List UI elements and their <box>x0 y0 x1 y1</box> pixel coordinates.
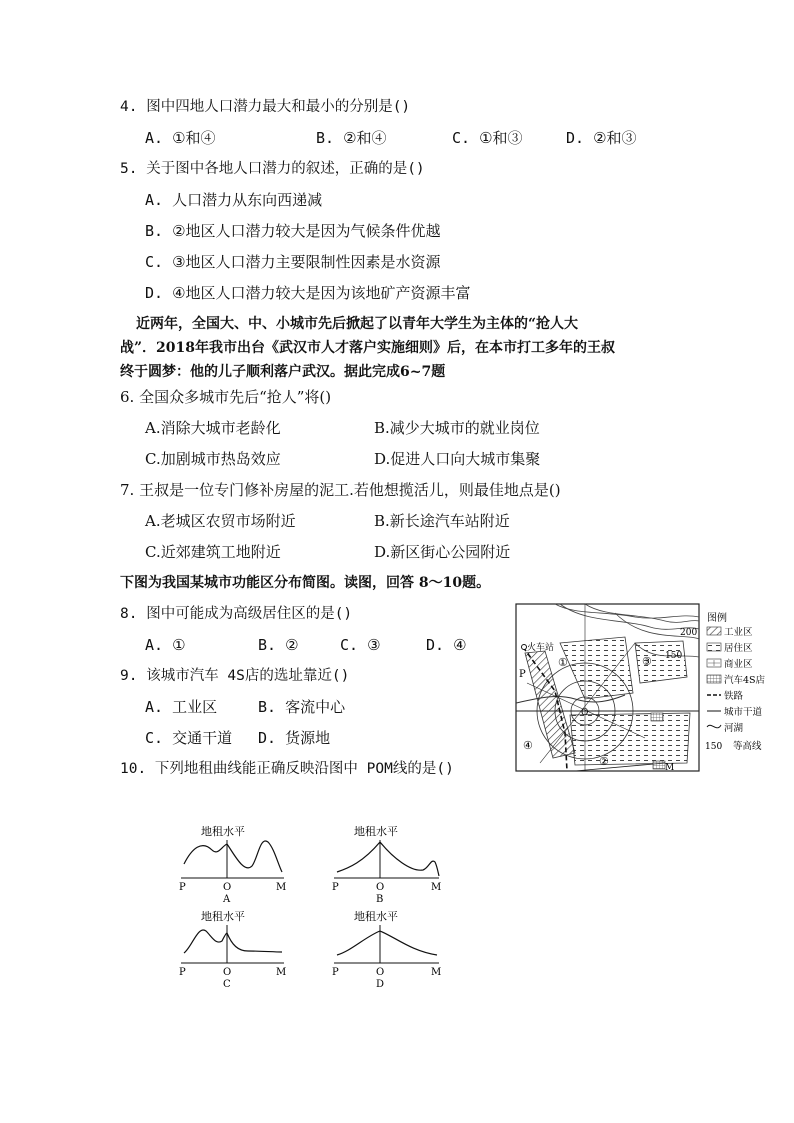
legend-residential: 居住区 <box>724 643 753 654</box>
q5-option-b: B. ②地区人口潜力较大是因为气候条件优越 <box>145 222 441 240</box>
intro-maps: 下图为我国某城市功能区分布简图。读图，回答 8～10题。 <box>120 575 491 591</box>
rent-chart-d-axis-o: O <box>376 967 385 978</box>
passage-line-3: 终于圆梦：他的儿子顺利落户武汉。据此完成6~7题 <box>120 364 446 380</box>
map-label-contour-200: 200 <box>680 628 698 638</box>
legend-contour: 等高线 <box>733 741 762 752</box>
map-label-m: M <box>665 763 675 773</box>
q9-option-c: C. 交通干道 <box>145 729 233 747</box>
legend-river-lake: 河湖 <box>724 723 744 734</box>
q10-stem: 10. 下列地租曲线能正确反映沿图中 POM线的是() <box>120 761 454 777</box>
rent-chart-b <box>331 822 443 904</box>
q6-stem: 6. 全国众多城市先后“抢人”将() <box>120 388 332 406</box>
rent-chart-a-axis-m: M <box>276 882 287 893</box>
q5-option-d: D. ④地区人口潜力较大是因为该地矿产资源丰富 <box>145 284 471 302</box>
map-label-4: ④ <box>523 739 533 752</box>
map-label-2: ② <box>599 755 609 768</box>
q8-option-a: A. ① <box>145 636 186 654</box>
map-label-p: P <box>519 669 526 680</box>
rent-chart-d-axis-p: P <box>332 967 339 978</box>
rent-chart-c-axis-o: O <box>223 967 232 978</box>
q4-option-a: A. ①和④ <box>145 129 216 147</box>
rent-chart-a-label: A <box>223 894 231 904</box>
q8-option-c: C. ③ <box>340 636 381 654</box>
rent-chart-a-axis-p: P <box>179 882 186 893</box>
q6-option-d: D.促进人口向大城市集聚 <box>374 450 541 468</box>
rent-chart-c-axis-m: M <box>276 967 287 978</box>
q7-option-b: B.新长途汽车站附近 <box>374 512 510 530</box>
rent-chart-c-axis-p: P <box>179 967 186 978</box>
legend-industrial: 工业区 <box>724 627 753 638</box>
map-label-1: ① <box>558 656 568 669</box>
rent-chart-d <box>331 907 443 989</box>
rent-chart-b-label: B <box>376 894 384 904</box>
rent-chart-c-label: C <box>223 979 231 989</box>
legend-contour-example: 150 <box>705 742 723 752</box>
rent-chart-a <box>178 822 288 904</box>
map-label-3: ③ <box>642 655 652 668</box>
q8-stem: 8. 图中可能成为高级居住区的是() <box>120 606 353 622</box>
q9-option-a: A. 工业区 <box>145 698 218 716</box>
q6-option-a: A.消除大城市老龄化 <box>145 419 281 437</box>
rent-chart-b-axis-o: O <box>376 882 385 893</box>
legend-title: 图例 <box>707 613 727 624</box>
rent-chart-d-axis-m: M <box>431 967 442 978</box>
q9-option-b: B. 客流中心 <box>258 698 346 716</box>
q7-option-a: A.老城区农贸市场附近 <box>145 512 296 530</box>
q4-option-b: B. ②和④ <box>316 129 387 147</box>
q5-stem: 5. 关于图中各地人口潜力的叙述，正确的是() <box>120 161 425 177</box>
q8-option-d: D. ④ <box>426 636 467 654</box>
q9-stem: 9. 该城市汽车 4S店的选址靠近() <box>120 668 350 684</box>
legend-railway: 铁路 <box>724 691 744 702</box>
city-function-map <box>515 603 780 775</box>
rent-chart-c <box>178 907 288 989</box>
rent-chart-d-label: D <box>376 979 385 989</box>
map-label-contour-150: 150 <box>665 651 683 661</box>
q5-option-c: C. ③地区人口潜力主要限制性因素是水资源 <box>145 253 441 271</box>
legend-commercial: 商业区 <box>724 659 753 670</box>
rent-chart-d-title: 地租水平 <box>354 910 398 923</box>
rent-chart-b-axis-p: P <box>332 882 339 893</box>
rent-chart-c-title: 地租水平 <box>201 910 245 923</box>
legend-main-road: 城市干道 <box>724 707 763 718</box>
q7-option-c: C.近郊建筑工地附近 <box>145 543 281 561</box>
rent-chart-b-axis-m: M <box>431 882 442 893</box>
q9-option-d: D. 货源地 <box>258 729 331 747</box>
rent-chart-a-title: 地租水平 <box>201 825 245 838</box>
q5-option-a: A. 人口潜力从东向西递减 <box>145 191 323 209</box>
map-label-station: 火车站 <box>527 643 555 653</box>
q4-stem: 4. 图中四地人口潜力最大和最小的分别是() <box>120 99 411 115</box>
rent-chart-b-title: 地租水平 <box>354 825 398 838</box>
rent-chart-a-axis-o: O <box>223 882 232 893</box>
q4-option-d: D. ②和③ <box>566 129 637 147</box>
q7-option-d: D.新区街心公园附近 <box>374 543 511 561</box>
q6-option-c: C.加剧城市热岛效应 <box>145 450 281 468</box>
q7-stem: 7. 王叔是一位专门修补房屋的泥工.若他想揽活儿，则最佳地点是() <box>120 481 561 499</box>
legend-4s-shop: 汽车4S店 <box>724 675 766 686</box>
passage-line-1: 近两年，全国大、中、小城市先后掀起了以青年大学生为主体的“抢人大 <box>136 316 579 332</box>
q4-option-c: C. ①和③ <box>452 129 523 147</box>
q6-option-b: B.减少大城市的就业岗位 <box>374 419 540 437</box>
map-label-o: O <box>581 708 589 718</box>
q8-option-b: B. ② <box>258 636 299 654</box>
passage-line-2: 战”．2018年我市出台《武汉市人才落户实施细则》后，在本市打工多年的王叔 <box>120 340 616 356</box>
